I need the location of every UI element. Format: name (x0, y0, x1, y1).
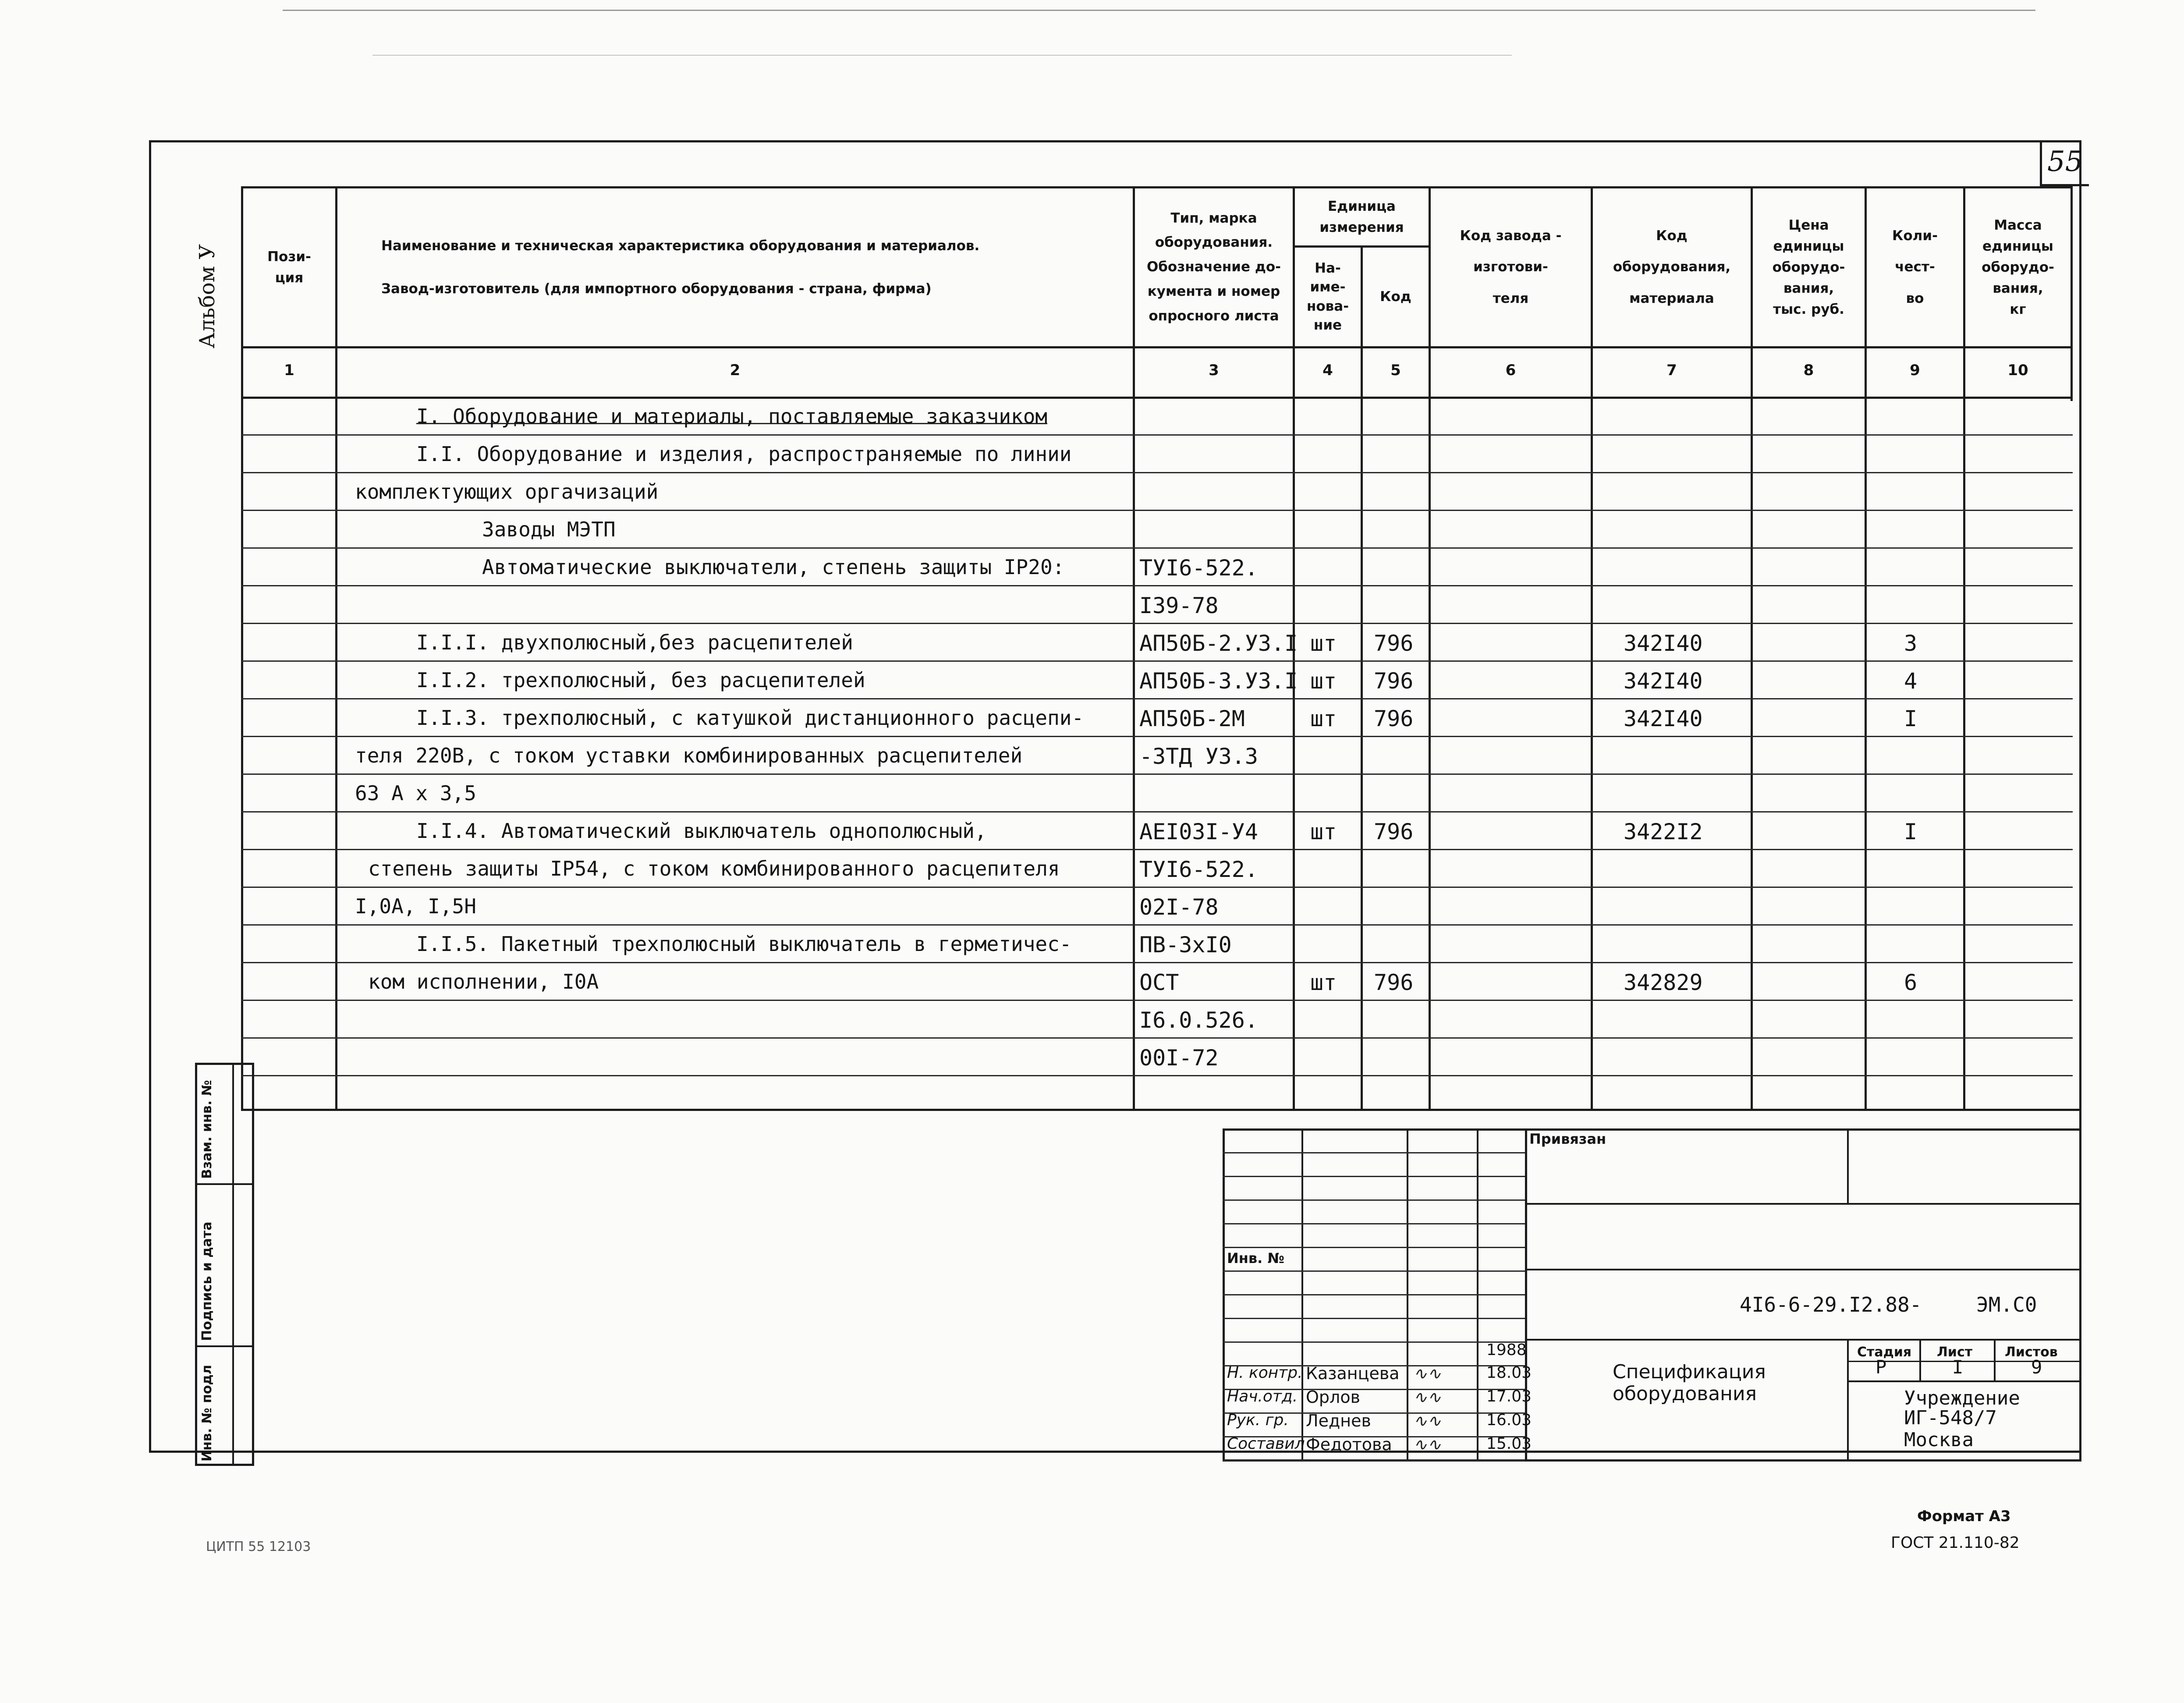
row-divider (241, 698, 2073, 699)
col-number-1: 1 (284, 362, 294, 379)
title-block-grid-line (1223, 1270, 1525, 1272)
row-name: комплектующих оргачизаций (355, 480, 659, 504)
row-name: I.I.4. Автоматический выключатель однополюсный, (416, 819, 987, 843)
row-name: I.I.3. трехполюсный, с катушкой дистанционного расцепи- (416, 706, 1084, 730)
row-divider (241, 962, 2073, 963)
row-divider (241, 736, 2073, 737)
row-name: I.I.2. трехполюсный, без расцепителей (416, 668, 865, 692)
org-line2: ИГ-548/7 (1904, 1407, 1997, 1429)
row-divider (241, 773, 2073, 775)
title-block-grid-line (1223, 1152, 1525, 1153)
album-label: Альбом У (195, 244, 220, 348)
row-name: Автоматические выключатели, степень защиты IP20: (482, 555, 1065, 579)
row-type: I6.0.526. (1139, 1008, 1258, 1033)
signer-role: Составил (1227, 1435, 1305, 1453)
col-number-5: 5 (1390, 362, 1401, 379)
row-equipment-code: 342I40 (1624, 668, 1703, 694)
scan-artifact-line-2 (372, 55, 1512, 56)
title-block-grid-line (1223, 1318, 1525, 1319)
header-col2 (337, 188, 1133, 346)
header-col10: Масса единицы оборудо- вания, кг (1982, 217, 2054, 318)
signature: ∿∿ (1413, 1411, 1441, 1430)
row-divider (241, 510, 2073, 511)
header-col7: Код оборудования, материала (1613, 228, 1731, 306)
signer-role: Нач.отд. (1227, 1387, 1298, 1405)
row-name: I. Оборудование и материалы, поставляемые заказчиком (416, 404, 1048, 428)
header-col2-line2: Завод-изготовитель (для импортного оборудования - страна, фирма) (381, 281, 932, 297)
row-unit-code: 796 (1374, 819, 1414, 844)
signer-date: 16.03 (1486, 1411, 1532, 1429)
stage-label: Стадия (1857, 1345, 1912, 1360)
col-number-10: 10 (2007, 362, 2028, 379)
row-name: Заводы МЭТП (482, 518, 616, 541)
row-unit-code: 796 (1374, 970, 1414, 995)
row-type: I39-78 (1139, 593, 1219, 618)
row-name: I.I.I. двухполюсный,без расцепителей (416, 631, 853, 654)
stage-value: Р (1876, 1356, 1887, 1378)
row-divider (241, 924, 2073, 926)
row-divider (241, 547, 2073, 549)
row-name: I,0А, I,5Н (355, 894, 476, 918)
sheet-number: 55 (2047, 145, 2083, 178)
row-divider (241, 1037, 2073, 1039)
doc-code: 4I6-6-29.I2.88- (1740, 1293, 1922, 1316)
header-col8: Цена единицы оборудо- вания, тыс. руб. (1772, 217, 1845, 318)
doc-title-line1: Спецификация (1613, 1361, 1766, 1383)
inv-no-label: Инв. № (1227, 1250, 1284, 1267)
row-quantity: 6 (1904, 970, 1918, 995)
title-block-grid-line (1223, 1223, 1525, 1224)
title-block-grid-line (1223, 1460, 1525, 1461)
side-stamp-podpis: Подпись и дата (199, 1221, 215, 1341)
row-equipment-code: 342829 (1624, 970, 1703, 995)
signer-role: Рук. гр. (1227, 1411, 1289, 1429)
row-name: теля 220В, с током уставки комбинированных расцепителей (355, 744, 1023, 767)
org-line3: Москва (1904, 1429, 1974, 1451)
format-label: Формат А3 (1917, 1508, 2011, 1525)
header-col4: На- име- нова- ние (1306, 260, 1349, 333)
row-type: 00I-72 (1139, 1045, 1219, 1071)
row-divider (241, 660, 2073, 662)
signer-name: Казанцева (1306, 1364, 1400, 1383)
col-number-6: 6 (1505, 362, 1516, 379)
gost-label: ГОСТ 21.110-82 (1891, 1534, 2020, 1552)
row-unit-code: 796 (1374, 706, 1414, 731)
sheet-label: Лист (1937, 1345, 1973, 1360)
row-type: 02I-78 (1139, 894, 1219, 920)
signer-name: Федотова (1306, 1435, 1392, 1454)
row-unit: шт (1310, 819, 1337, 844)
row-equipment-code: 342I40 (1624, 631, 1703, 656)
row-type: ТУI6-522. (1139, 555, 1258, 581)
side-stamp-vzam: Взам. инв. № (199, 1080, 215, 1179)
row-type: АП50Б-2М (1139, 706, 1245, 731)
row-equipment-code: 342I40 (1624, 706, 1703, 731)
header-col5: Код (1380, 289, 1411, 305)
title-block-grid-line (1223, 1247, 1525, 1248)
row-quantity: 3 (1904, 631, 1918, 656)
row-unit: шт (1310, 970, 1337, 995)
row-unit: шт (1310, 668, 1337, 694)
header-col9: Коли- чест- во (1892, 228, 1938, 306)
header-col1: Пози- ция (267, 248, 311, 286)
org-line1: Учреждение (1904, 1387, 2020, 1409)
row-name: степень защиты IP54, с током комбинированного расцепителя (368, 857, 1060, 880)
row-unit: шт (1310, 706, 1337, 731)
row-name: ком исполнении, I0А (368, 970, 599, 993)
row-divider (241, 1075, 2073, 1076)
title-block-grid-line (1223, 1294, 1525, 1295)
print-code: ЦИТП 55 12103 (206, 1539, 311, 1554)
row-type: ПВ-3хI0 (1139, 932, 1232, 958)
title-block-grid-line (1223, 1199, 1525, 1201)
signer-date: 17.03 (1486, 1387, 1532, 1405)
signer-date: 18.03 (1486, 1364, 1532, 1382)
signer-date: 15.03 (1486, 1435, 1532, 1453)
col-number-2: 2 (730, 362, 741, 379)
row-type: ОСТ (1139, 970, 1179, 995)
col-number-7: 7 (1666, 362, 1677, 379)
signature: ∿∿ (1413, 1435, 1441, 1454)
row-divider (241, 811, 2073, 812)
year: 1988 (1486, 1341, 1527, 1359)
sheet-value: I (1952, 1356, 1964, 1378)
signer-name: Леднев (1306, 1411, 1371, 1430)
col-number-8: 8 (1803, 362, 1814, 379)
row-equipment-code: 3422I2 (1624, 819, 1703, 844)
title-block-grid-line (1223, 1176, 1525, 1177)
row-type: АП50Б-3.У3.I (1139, 668, 1298, 694)
row-name: I.I.5. Пакетный трехполюсный выключатель в герметичес- (416, 932, 1072, 956)
doc-title-line2: оборудования (1613, 1383, 1757, 1405)
row-quantity: I (1904, 819, 1918, 844)
sheets-label: Листов (2005, 1345, 2058, 1360)
signature: ∿∿ (1413, 1387, 1441, 1407)
sheets-value: 9 (2031, 1356, 2042, 1378)
row-type: ТУI6-522. (1139, 857, 1258, 882)
signer-name: Орлов (1306, 1387, 1360, 1407)
col-number-3: 3 (1209, 362, 1219, 379)
header-col2-line1: Наименование и техническая характеристика оборудования и материалов. (381, 238, 980, 254)
header-col3: Тип, марка оборудования. Обозначение до- кумента и номер опросного листа (1146, 210, 1281, 324)
side-stamp-inv-podl: Инв. № подл (199, 1365, 215, 1462)
title-block-grid-line (1223, 1341, 1525, 1343)
col-number-4: 4 (1322, 362, 1333, 379)
row-name: I.I. Оборудование и изделия, распространяемые по линии (416, 442, 1072, 466)
row-divider (241, 585, 2073, 586)
row-unit-code: 796 (1374, 631, 1414, 656)
signature: ∿∿ (1413, 1364, 1441, 1383)
row-divider (241, 472, 2073, 473)
signer-role: Н. контр. (1227, 1364, 1303, 1382)
doc-suffix: ЭМ.С0 (1976, 1293, 2037, 1316)
row-unit-code: 796 (1374, 668, 1414, 694)
row-type: АЕI03I-У4 (1139, 819, 1258, 844)
header-col45: Единица измерения (1319, 198, 1404, 235)
row-name: 63 А х 3,5 (355, 781, 476, 805)
row-type: АП50Б-2.У3.I (1139, 631, 1298, 656)
row-quantity: 4 (1904, 668, 1918, 694)
row-divider (241, 1000, 2073, 1001)
scan-artifact-line (283, 10, 2035, 11)
header-col6: Код завода - изготови- теля (1460, 228, 1562, 306)
row-divider (241, 434, 2073, 436)
privyazan-label: Привязан (1529, 1131, 1606, 1147)
row-unit: шт (1310, 631, 1337, 656)
row-type: -3ТД У3.3 (1139, 744, 1258, 769)
row-divider (241, 887, 2073, 888)
col-number-9: 9 (1910, 362, 1920, 379)
row-quantity: I (1904, 706, 1918, 731)
row-divider (241, 849, 2073, 850)
row-divider (241, 623, 2073, 624)
